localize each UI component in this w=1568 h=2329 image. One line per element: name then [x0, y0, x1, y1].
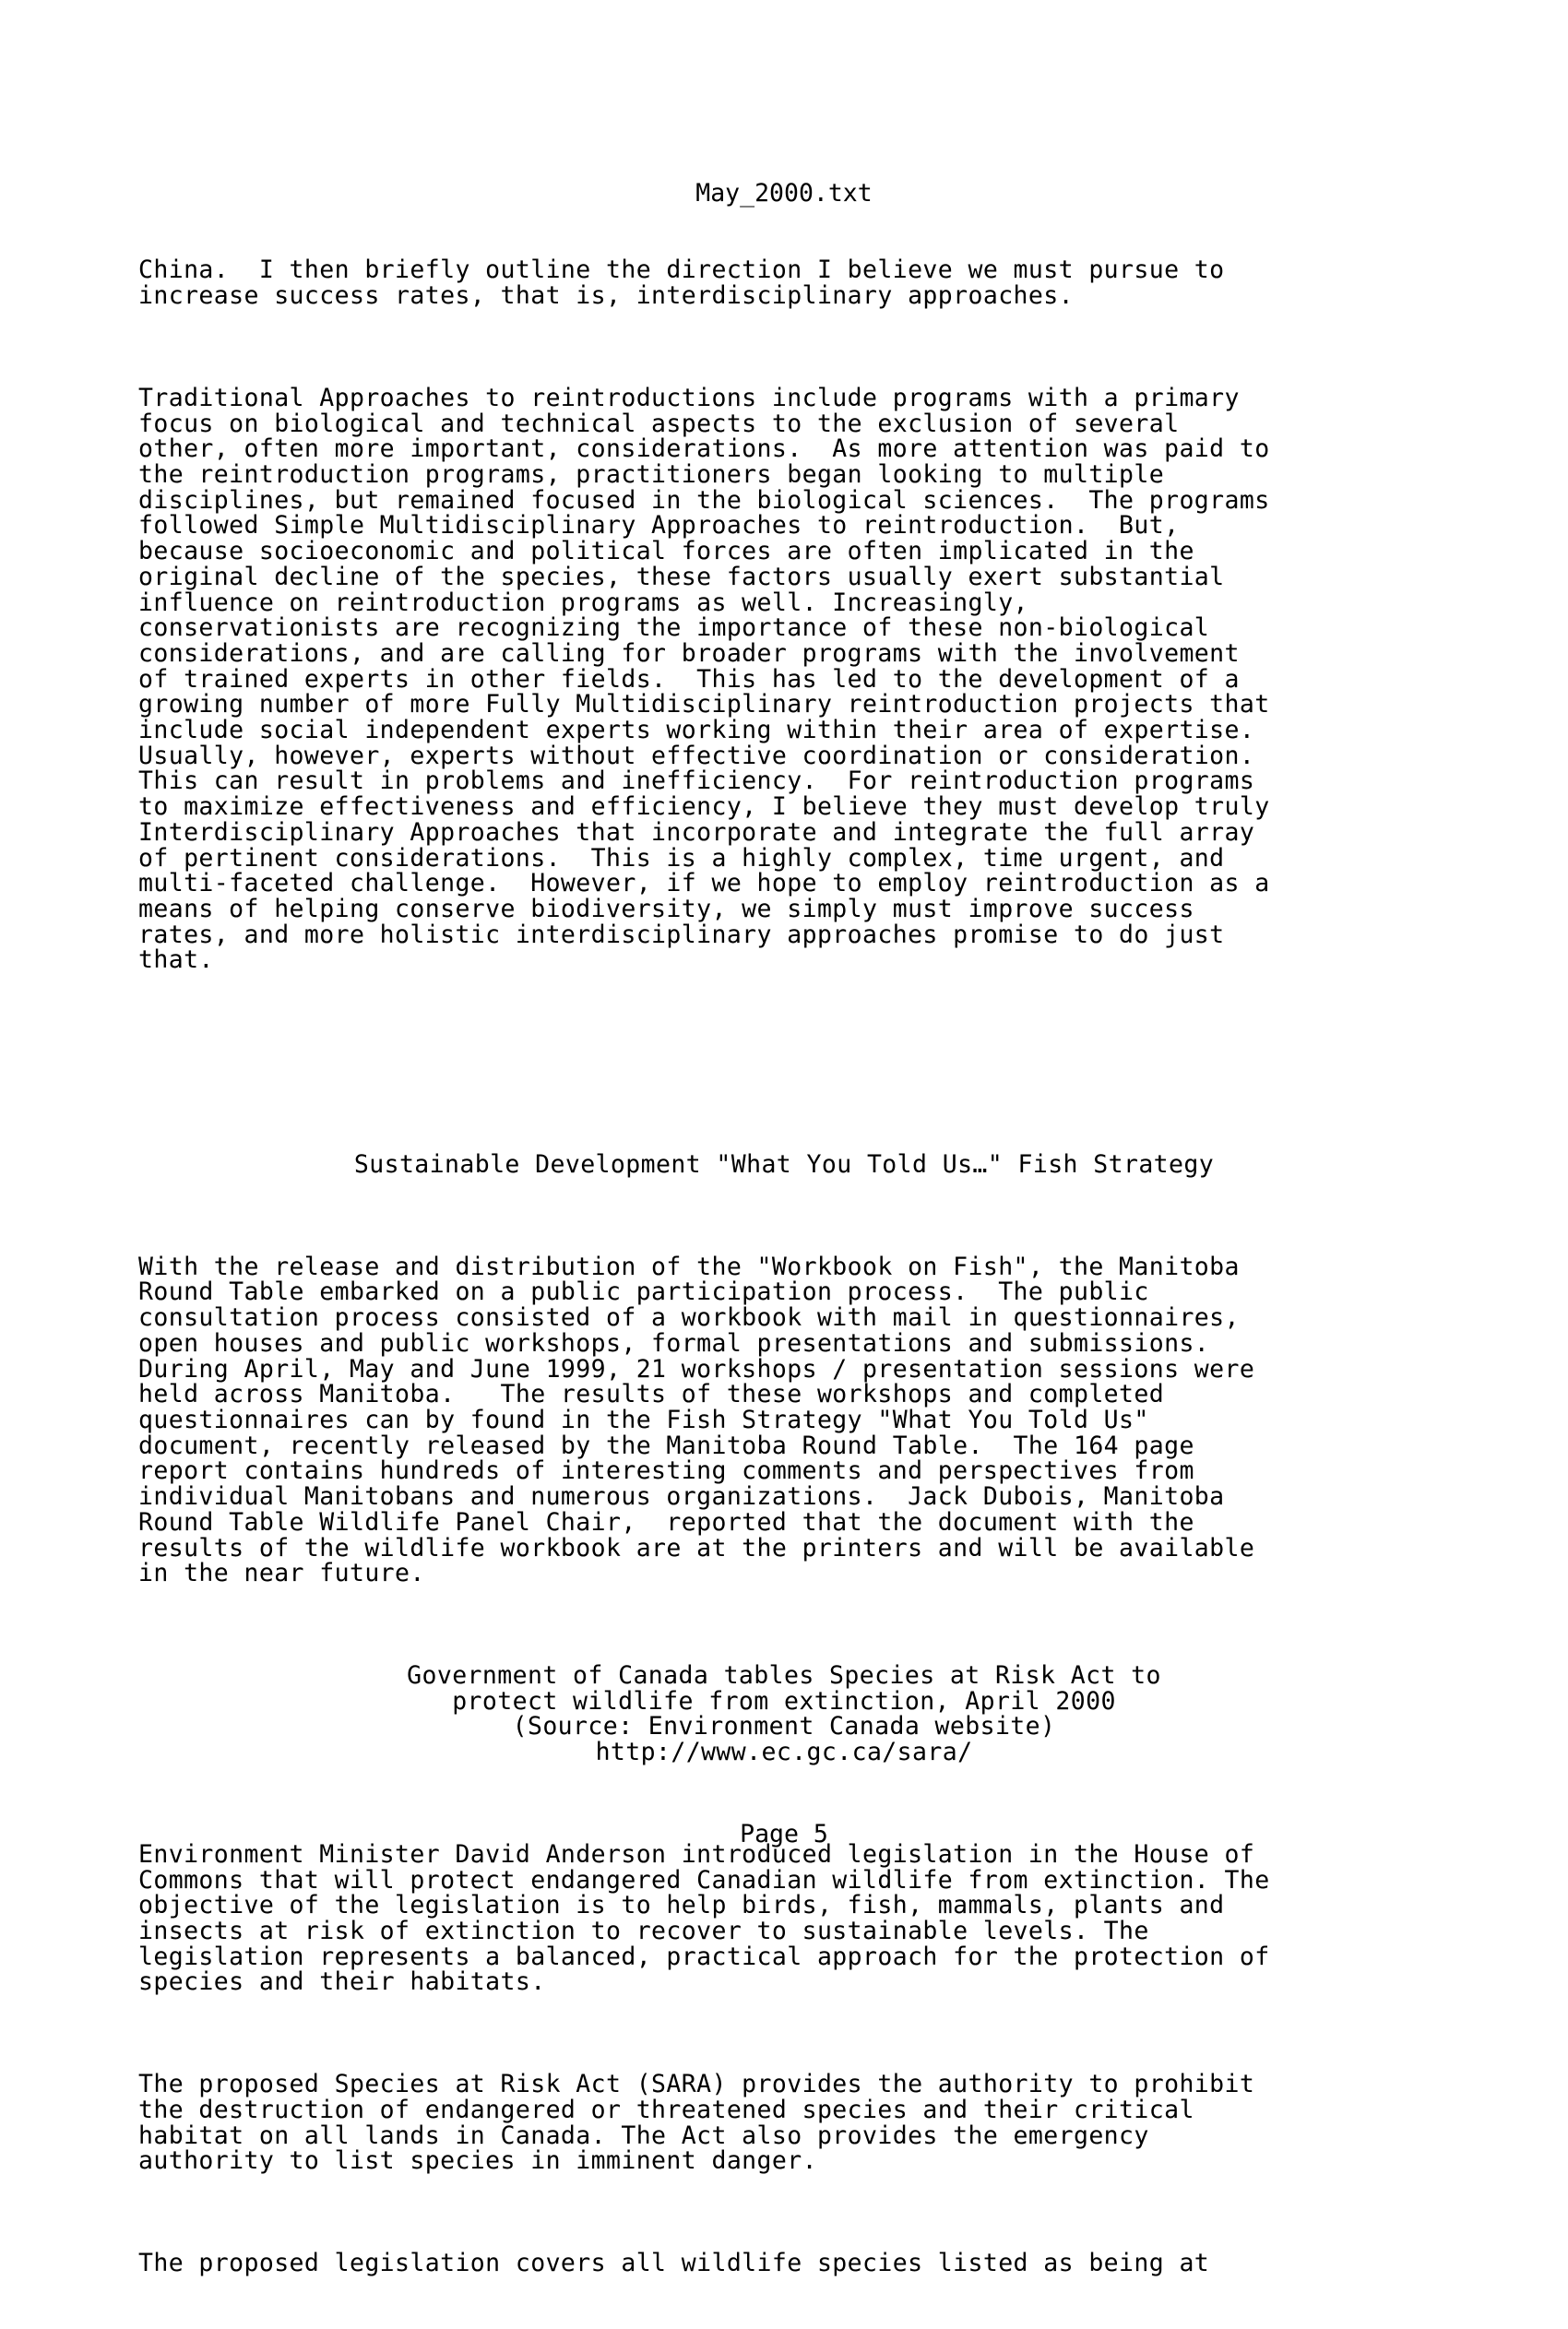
section-heading-fish-strategy: Sustainable Development "What You Told Us…" Fish Strategy [353, 1149, 1215, 1179]
paragraph-fish-workbook: With the release and distribution of the "Workbook on Fish", the Manitoba Round Table embarked on a public participation process. The public consultation process consisted of a workbook with mail in questionnaires, open houses and public workshops, formal presentations and submissions. During April, May and June 1999, 21 workshops / presentation sessions were held across Manitoba. The results of these workshops and completed questionnaires can by found in the Fish Strategy "What You Told Us" document, recently released by the Manitoba Round Table. The 164 page report contains hundreds of interesting comments and perspectives from individual Manitobans and numerous organizations. Jack Dubois, Manitoba Round Table Wildlife Panel Chair, reported that the document with the results of the wildlife workbook are at the printers and will be available in the near future. [138, 1252, 1255, 1588]
section-heading-species-at-risk: Government of Canada tables Species at Risk Act to protect wildlife from extinction, April 2000 (Source: Environment Canada website) http://www.ec.gc.ca/sara/ [407, 1661, 1161, 1767]
paragraph-traditional-approaches: Traditional Approaches to reintroductions include programs with a primary focus on biological and technical aspects to the exclusion of several other, often more important, considerations. As more attention was paid to the reintroduction programs, practitioners began looking to multiple disciplines, but remained focused in the biological sciences. The programs followed Simple Multidisciplinary Approaches to reintroduction. But, because socioeconomic and political forces are often implicated in the original decline of the species, these factors usually exert substantial influence on reintroduction programs as well. Increasingly, conservationists are recognizing the importance of these non-biological considerations, and are calling for broader programs with the involvement of trained experts in other fields. This has led to the development of a growing number of more Fully Multidisciplinary reintroduction projects that include social independent experts working within their area of expertise. Usually, however, experts without effective coordination or consideration. This can result in problems and inefficiency. For reintroduction programs to maximize effectiveness and efficiency, I believe they must develop truly Interdisciplinary Approaches that incorporate and integrate the full array of pertinent considerations. This is a highly complex, time urgent, and multi-faceted challenge. However, if we hope to employ reintroduction as a means of helping conserve biodiversity, we simply must improve success rates, and more holistic interdisciplinary approaches promise to do just that. [138, 383, 1270, 975]
paragraph-sara-authority: The proposed Species at Risk Act (SARA) provides the authority to prohibit the destruction of endangered or threatened species and their critical habitat on all lands in Canada. The Act also provides the emergency authority to list species in imminent danger. [138, 2070, 1255, 2176]
section-spacer [138, 1050, 1467, 1100]
document-filename-header: May_2000.txt [695, 179, 873, 208]
document-body [138, 207, 1467, 2327]
paragraph-minister-legislation: Environment Minister David Anderson introduced legislation in the House of Commons that will protect endangered Canadian wildlife from extinction. The objective of the legislation is to help birds, fish, mammals, plants and insects at risk of extinction to recover to sustainable levels. The legislation represents a balanced, practical approach for the protection of species and their habitats. [138, 1839, 1270, 1997]
paragraph-legislation-coverage: The proposed legislation covers all wildlife species listed as being at [138, 2249, 1210, 2278]
paragraph-intro-continuation: China. I then briefly outline the direction I believe we must pursue to increase success rates, that is, interdisciplinary approaches. [138, 255, 1225, 311]
page-number-footer: Page 5 [740, 1820, 828, 1848]
